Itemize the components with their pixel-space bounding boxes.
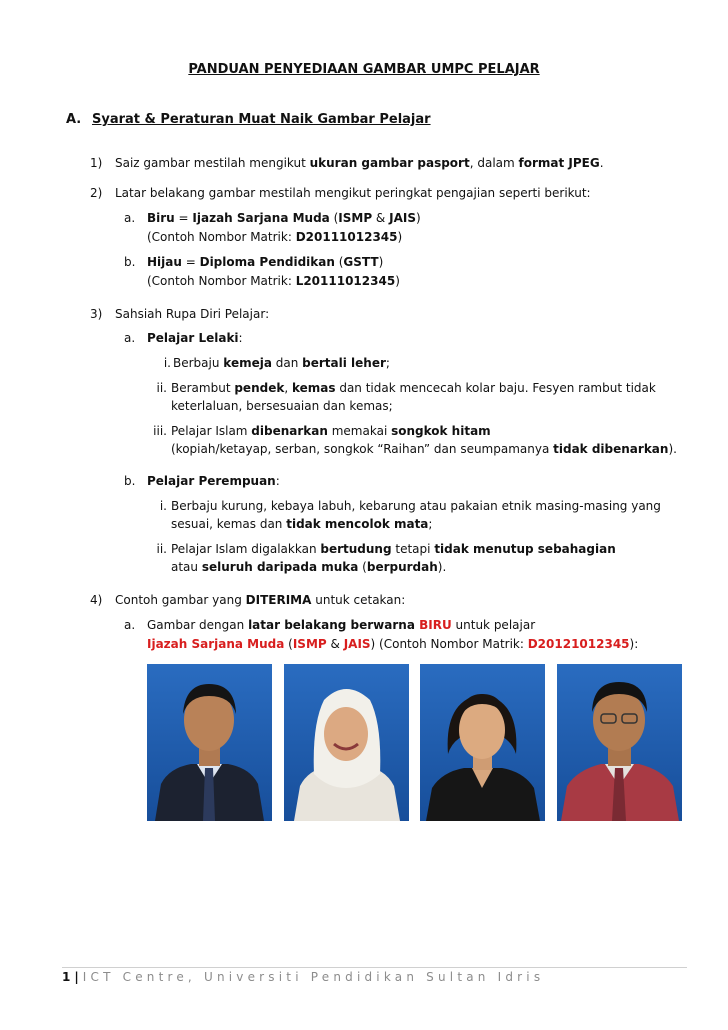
text: Pelajar Islam bbox=[171, 424, 252, 438]
item-3b-ii-cont bbox=[171, 560, 446, 575]
text: Berbaju bbox=[173, 356, 224, 370]
text: ) bbox=[378, 255, 384, 269]
bold-text: Pelajar Lelaki bbox=[147, 331, 239, 345]
roman-numeral: i. bbox=[163, 356, 171, 370]
text: : bbox=[238, 331, 243, 345]
section-letter: A. bbox=[66, 112, 82, 127]
item-3a-i bbox=[153, 356, 390, 371]
bold-text: seluruh daripada muka bbox=[201, 560, 359, 574]
roman-numeral: i. bbox=[159, 499, 167, 513]
highlight-text: D20121012345 bbox=[527, 637, 630, 651]
text: tetapi bbox=[391, 542, 435, 556]
bold-text: latar belakang berwarna bbox=[248, 618, 420, 632]
bold-text: Biru bbox=[147, 211, 175, 225]
text: ) bbox=[395, 274, 400, 288]
bold-text: DITERIMA bbox=[245, 593, 312, 607]
roman-numeral: ii. bbox=[156, 542, 167, 556]
bold-text: bertudung bbox=[320, 542, 392, 556]
item-3b bbox=[124, 474, 280, 489]
text: . bbox=[599, 156, 604, 170]
sub-item-letter: b. bbox=[124, 255, 136, 269]
item-3b-i-cont bbox=[171, 517, 432, 532]
text: ( bbox=[329, 211, 339, 225]
item-2b bbox=[124, 255, 383, 270]
bold-text: Diploma Pendidikan bbox=[199, 255, 335, 269]
text: dan bbox=[271, 356, 303, 370]
item-number: 4) bbox=[90, 593, 103, 607]
document-title: PANDUAN PENYEDIAAN GAMBAR UMPC PELAJAR bbox=[188, 62, 540, 77]
text: atau bbox=[171, 560, 202, 574]
text: ; bbox=[428, 517, 433, 531]
text: (Contoh Nombor Matrik: bbox=[147, 274, 296, 288]
roman-numeral: iii. bbox=[153, 424, 167, 438]
item-2b-example bbox=[147, 274, 400, 289]
text: Latar belakang gambar mestilah mengikut peringkat pengajian seperti berikut: bbox=[115, 186, 591, 200]
bold-text: JAIS bbox=[389, 211, 416, 225]
item-number: 1) bbox=[90, 156, 103, 170]
text: = bbox=[181, 255, 200, 269]
bold-text: GSTT bbox=[343, 255, 379, 269]
text: Berbaju kurung, kebaya labuh, kebarung atau pakaian etnik masing-masing yang bbox=[171, 499, 661, 513]
bold-text: songkok hitam bbox=[391, 424, 491, 438]
text: ) bbox=[415, 211, 421, 225]
bold-text: tidak mencolok mata bbox=[286, 517, 429, 531]
item-3a-ii-cont bbox=[171, 399, 393, 414]
item-2a-example bbox=[147, 230, 402, 245]
bold-text: Pelajar Perempuan bbox=[147, 474, 276, 488]
footer-organization: ICT Centre, Universiti Pendidikan Sultan Idris bbox=[82, 970, 545, 984]
male-student-photo-1 bbox=[147, 664, 272, 821]
text: (kopiah/ketayap, serban, songkok “Raihan” dan seumpamanya bbox=[171, 442, 554, 456]
text: ). bbox=[668, 442, 677, 456]
item-3a-iii bbox=[147, 424, 491, 439]
item-2 bbox=[90, 186, 591, 201]
item-3a-ii bbox=[147, 381, 656, 396]
female-student-photo-1 bbox=[284, 664, 409, 821]
text: Gambar dengan bbox=[147, 618, 249, 632]
text: Berambut bbox=[171, 381, 235, 395]
text: (Contoh Nombor Matrik: bbox=[147, 230, 296, 244]
highlight-text: BIRU bbox=[419, 618, 452, 632]
male-student-photo-2 bbox=[557, 664, 682, 821]
text: , dalam bbox=[469, 156, 519, 170]
item-4 bbox=[90, 593, 405, 608]
item-2a bbox=[124, 211, 421, 226]
bold-text: dibenarkan bbox=[251, 424, 328, 438]
text: untuk cetakan: bbox=[311, 593, 406, 607]
section-heading bbox=[66, 112, 431, 127]
text: = bbox=[174, 211, 193, 225]
sub-item-letter: b. bbox=[124, 474, 136, 488]
text: : bbox=[275, 474, 280, 488]
highlight-text: ISMP bbox=[292, 637, 327, 651]
text: keterlaluan, bersesuaian dan kemas; bbox=[171, 399, 393, 413]
highlight-text: JAIS bbox=[343, 637, 371, 651]
text: & bbox=[372, 211, 390, 225]
page-footer bbox=[62, 969, 544, 985]
highlight-text: Ijazah Sarjana Muda bbox=[147, 637, 285, 651]
item-3a bbox=[124, 331, 243, 346]
item-3 bbox=[90, 307, 269, 322]
text: ) (Contoh Nombor Matrik: bbox=[370, 637, 528, 651]
bold-text: format JPEG bbox=[518, 156, 600, 170]
text: untuk pelajar bbox=[451, 618, 536, 632]
matric-number: L20111012345 bbox=[295, 274, 396, 288]
roman-numeral: ii. bbox=[156, 381, 167, 395]
text: ). bbox=[437, 560, 447, 574]
item-1 bbox=[90, 156, 604, 171]
sub-item-letter: a. bbox=[124, 618, 136, 632]
text: Saiz gambar mestilah mengikut bbox=[115, 156, 310, 170]
item-4a bbox=[124, 618, 535, 633]
bold-text: berpurdah bbox=[366, 560, 438, 574]
bold-text: ISMP bbox=[338, 211, 373, 225]
text: Sahsiah Rupa Diri Pelajar: bbox=[115, 307, 270, 321]
bold-text: bertali leher bbox=[302, 356, 386, 370]
text: memakai bbox=[327, 424, 392, 438]
text: dan tidak mencecah kolar baju. Fesyen rambut tidak bbox=[335, 381, 656, 395]
footer-divider bbox=[62, 967, 687, 968]
text: sesuai, kemas dan bbox=[171, 517, 287, 531]
bold-text: ukuran gambar pasport bbox=[309, 156, 470, 170]
sub-item-letter: a. bbox=[124, 211, 136, 225]
page-number: 1 bbox=[62, 970, 71, 984]
text: ) bbox=[397, 230, 403, 244]
item-number: 2) bbox=[90, 186, 103, 200]
text: ; bbox=[385, 356, 390, 370]
bold-text: pendek bbox=[234, 381, 285, 395]
text: ( bbox=[284, 637, 293, 651]
item-3b-i bbox=[147, 499, 661, 514]
text: ): bbox=[629, 637, 639, 651]
text: Pelajar Islam digalakkan bbox=[171, 542, 321, 556]
bold-text: Hijau bbox=[147, 255, 182, 269]
item-4a-cont bbox=[147, 637, 638, 652]
text: , bbox=[284, 381, 292, 395]
text: ( bbox=[358, 560, 367, 574]
matric-number: D20111012345 bbox=[295, 230, 398, 244]
bold-text: tidak menutup sebahagian bbox=[434, 542, 616, 556]
female-student-photo-2 bbox=[420, 664, 545, 821]
item-3a-iii-cont bbox=[171, 442, 677, 457]
text: Contoh gambar yang bbox=[115, 593, 246, 607]
sub-item-letter: a. bbox=[124, 331, 136, 345]
text: & bbox=[326, 637, 344, 651]
bold-text: Ijazah Sarjana Muda bbox=[192, 211, 330, 225]
bold-text: kemas bbox=[291, 381, 336, 395]
bold-text: kemeja bbox=[223, 356, 272, 370]
section-title: Syarat & Peraturan Muat Naik Gambar Pelajar bbox=[92, 112, 431, 127]
item-3b-ii bbox=[147, 542, 616, 557]
text: ( bbox=[334, 255, 344, 269]
footer-separator: | bbox=[74, 970, 79, 984]
item-number: 3) bbox=[90, 307, 103, 321]
bold-text: tidak dibenarkan bbox=[553, 442, 669, 456]
